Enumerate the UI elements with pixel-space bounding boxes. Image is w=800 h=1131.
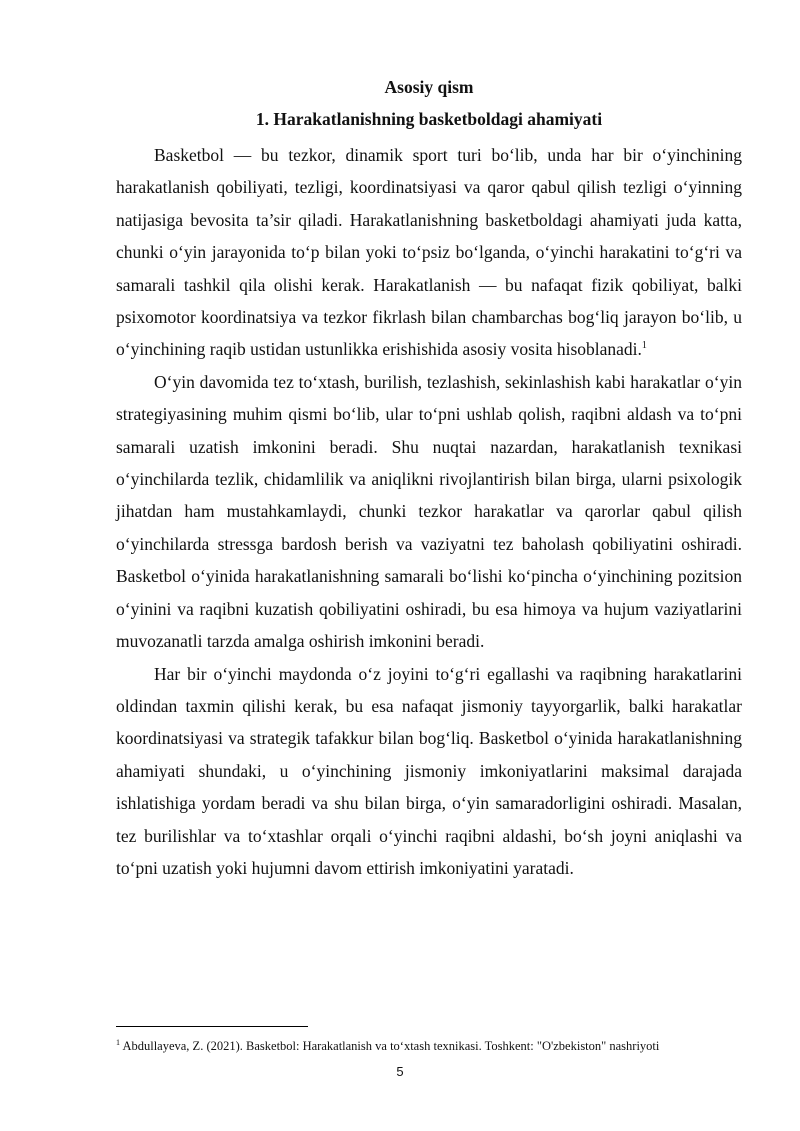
footnote-reference[interactable]: 1 <box>641 340 647 352</box>
chapter-title: 1. Harakatlanishning basketboldagi ahamiyati <box>255 109 603 129</box>
page-number: 5 <box>396 1064 404 1079</box>
body-text <box>116 139 742 884</box>
footnote-text: Abdullayeva, Z. (2021). Basketbol: Harakatlanish va to‘xtash texnikasi. Toshkent: "O'zbekiston" nashriyoti <box>122 1039 660 1053</box>
paragraph-1-text: Basketbol — bu tezkor, dinamik sport turi bo‘lib, unda har bir o‘yinchining harakatlanish qobiliyati, tezligi, koordinatsiyasi va qaror qabul qilish tezligi o‘yinning natijasiga bevosita ta’sir qiladi. Harakatlanishning basketboldagi ahamiyati juda katta, chunki o‘yin jarayonida to‘p bilan yoki to‘psiz bo‘lganda, o‘yinchi harakatini to‘g‘ri va samarali tashkil qila olishi kerak. Harakatlanish — bu nafaqat fizik qobiliyat, balki psixomotor koordinatsiya va tezkor fikrlash bilan chambarchas bog‘liq jarayon bo‘lib, u o‘yinchining raqib ustidan ustunlikka erishishida asosiy vosita hisoblanadi. <box>116 145 742 360</box>
footnote-divider <box>116 1026 308 1027</box>
paragraph-2: O‘yin davomida tez to‘xtash, burilish, tezlashish, sekinlashish kabi harakatlar o‘yin strategiyasining muhim qismi bo‘lib, ular to‘pni ushlab qolish, raqibni aldash va to‘pni samarali uzatish imkonini beradi. Shu nuqtai nazardan, harakatlanish texnikasi o‘yinchilarda tezlik, chidamlilik va aniqlikni rivojlantirish bilan birga, ularni psixologik jihatdan ham mustahkamlaydi, chunki tezkor harakatlar va qarorlar qabul qilish o‘yinchilarda stressga bardosh berish va vaziyatni tez baholash qobiliyatini oshiradi. Basketbol o‘yinida harakatlanishning samarali bo‘lishi ko‘pincha o‘yinchining pozitsion o‘yinini va raqibni kuzatish qobiliyatini oshiradi, bu esa himoya va hujum vaziyatlarini muvozanatli tarzda amalga oshirish imkonini beradi. <box>116 371 742 652</box>
footnote <box>116 1038 756 1054</box>
section-title: Asosiy qism <box>384 77 474 97</box>
paragraph-1 <box>116 139 742 366</box>
footnote-number: 1 <box>116 1037 120 1047</box>
paragraph-3: Har bir o‘yinchi maydonda o‘z joyini to‘g‘ri egallashi va raqibning harakatlarini oldindan taxmin qilishi kerak, bu esa nafaqat jismoniy tayyorgarlik, balki harakatlar koordinatsiyasi va strategik tafakkur bilan bog‘liq. Basketbol o‘yinida harakatlanishning ahamiyati shundaki, u o‘yinchining jismoniy imkoniyatlarini maksimal darajada ishlatishiga yordam beradi va shu bilan birga, o‘yin samaradorligini oshiradi. Masalan, tez burilishlar va to‘xtashlar orqali o‘yinchi raqibni aldashi, bo‘sh joyni aniqlashi va to‘pni uzatish yoki hujumni davom ettirish imkoniyatini yaratadi. <box>116 663 742 878</box>
